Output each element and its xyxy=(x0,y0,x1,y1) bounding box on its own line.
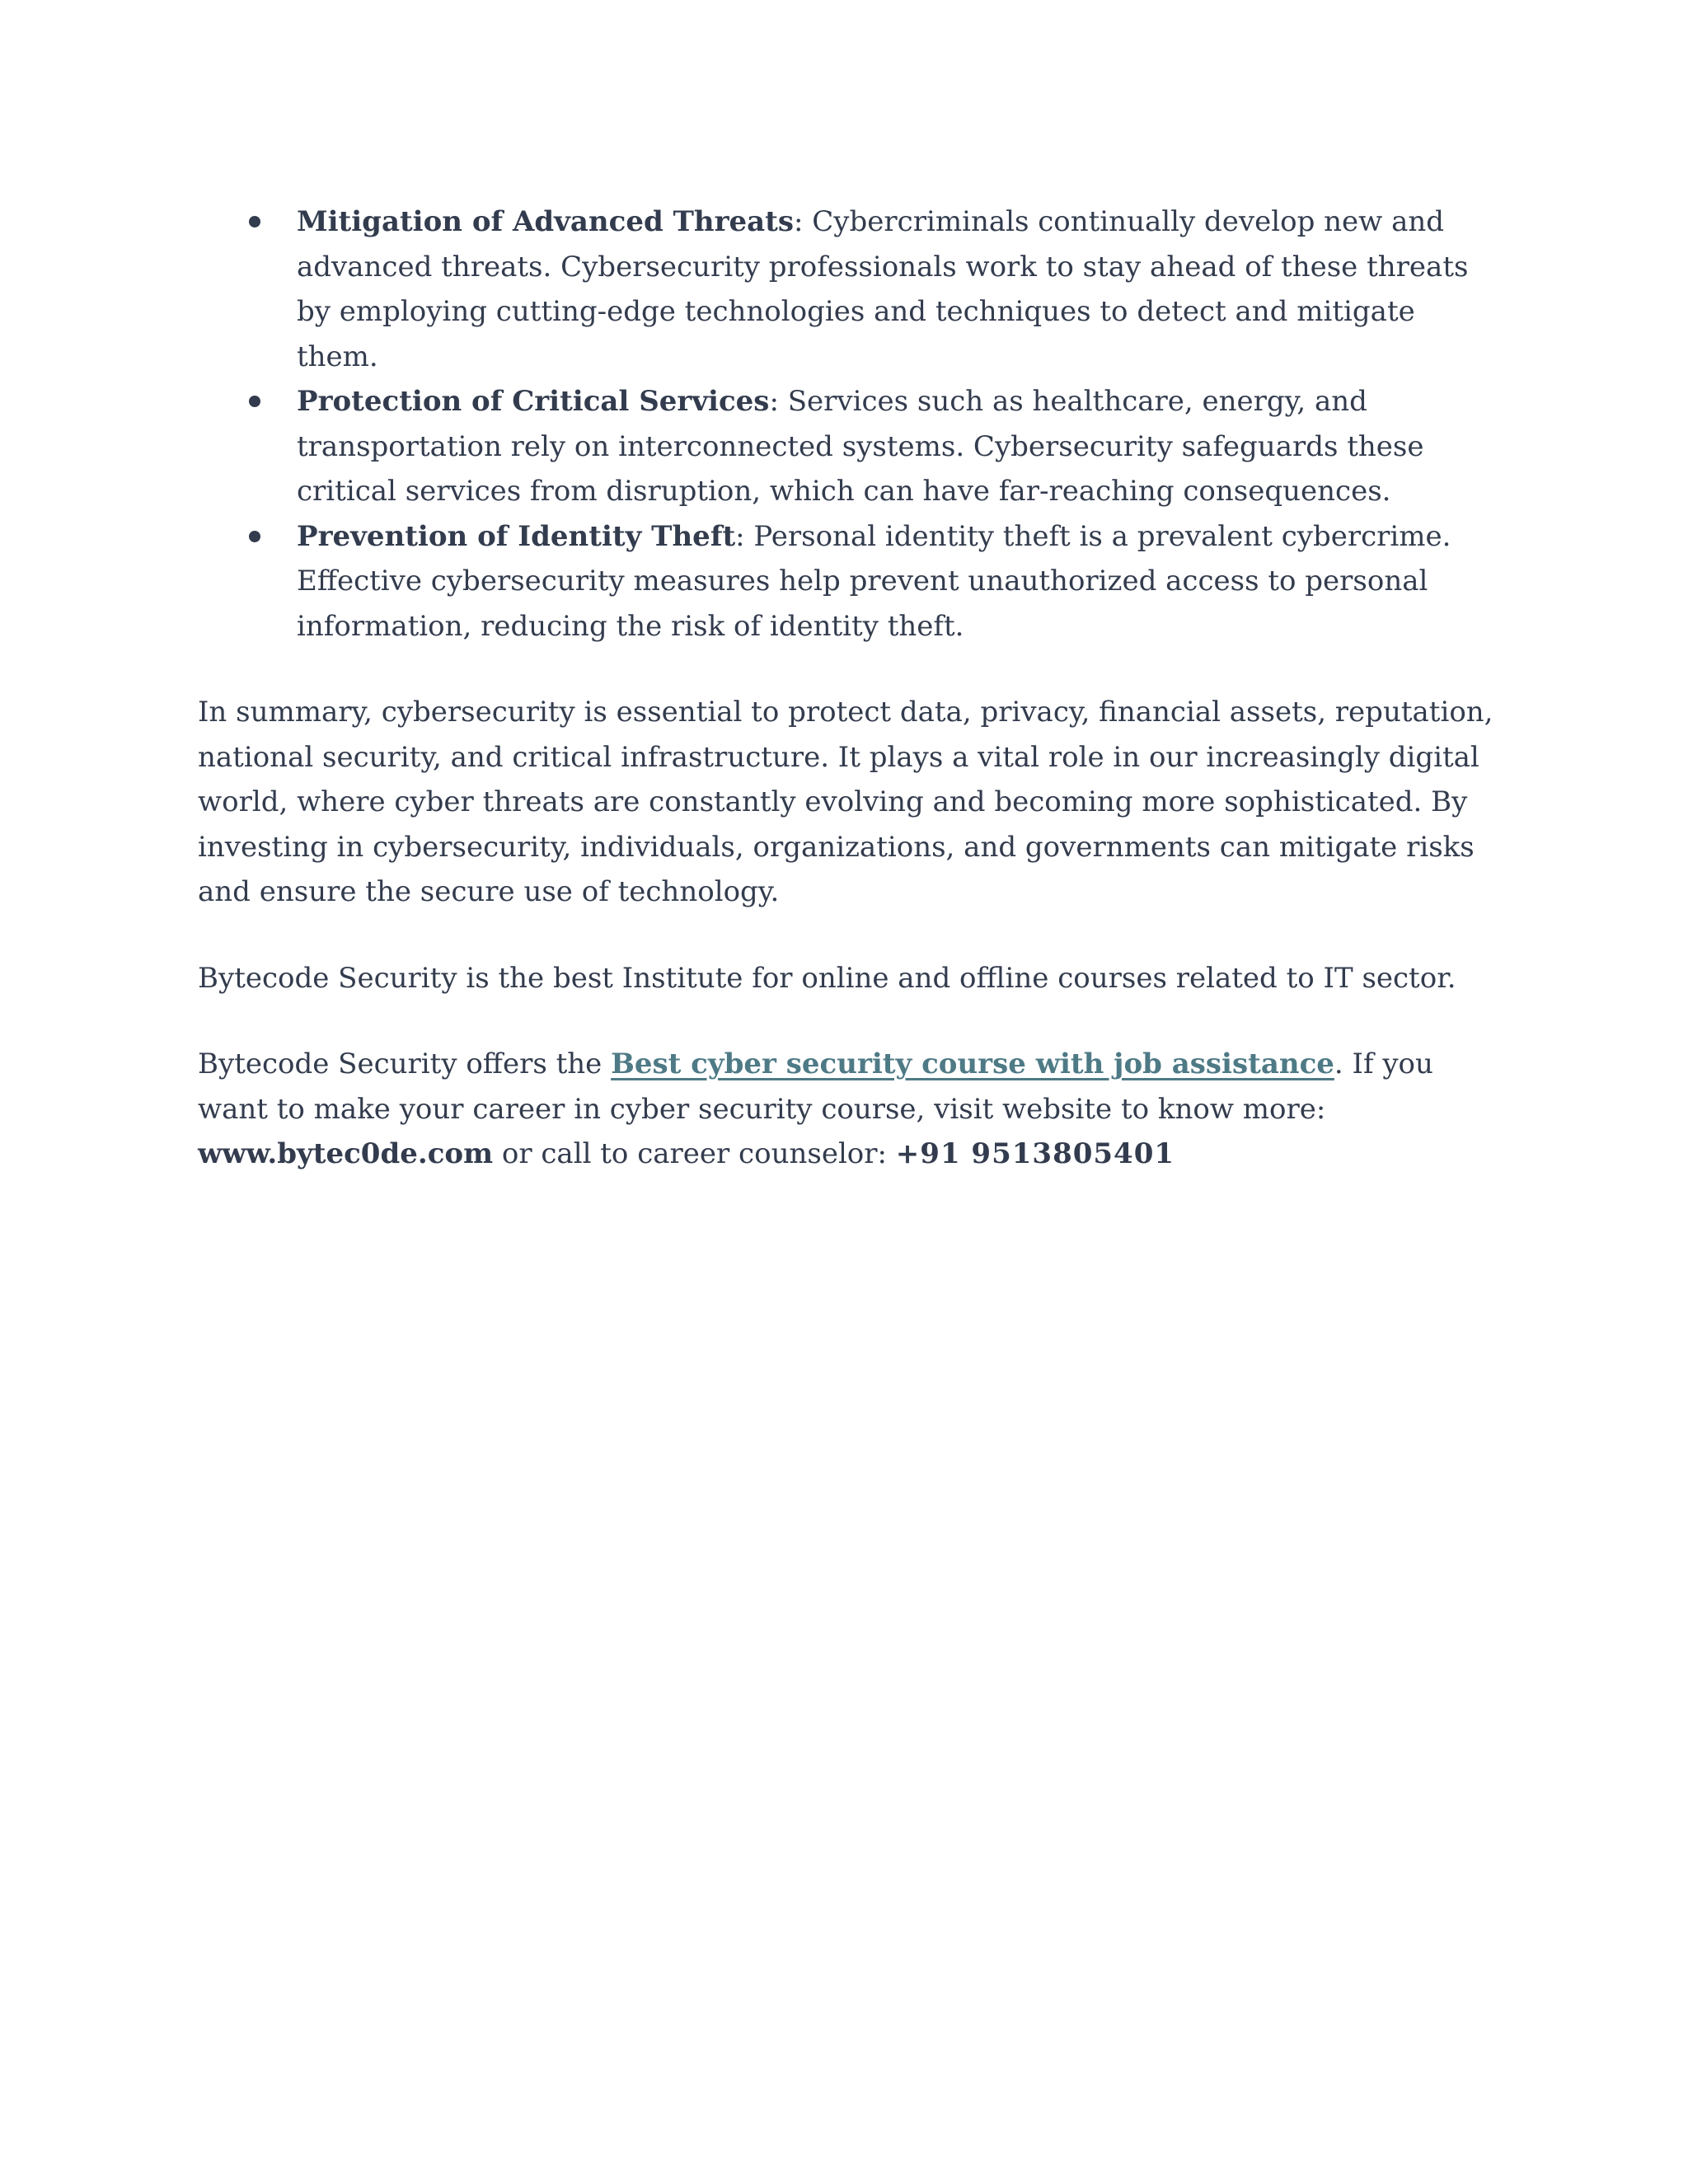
benefits-list xyxy=(198,199,1500,649)
bullet-icon xyxy=(249,396,260,407)
bullet-title: Prevention of Identity Theft xyxy=(297,519,736,553)
document-page xyxy=(198,199,1500,1177)
website-text: www.bytec0de.com xyxy=(198,1137,494,1170)
call-text: or call to career counselor: xyxy=(493,1137,896,1170)
bullet-text: : Services such as healthcare, energy, and transportation rely on interconnected systems. Cybersecurity safeguards these critical services from disruption, which can have far-reaching consequences. xyxy=(297,385,1424,508)
offer-prefix: Bytecode Security offers the xyxy=(198,1047,612,1080)
summary-paragraph: In summary, cybersecurity is essential to protect data, privacy, financial assets, reputation, national security, and critical infrastructure. It plays a vital role in our increasingly digital world, where cyber threats are constantly evolving and becoming more sophisticated. By investing in cybersecurity, individuals, organizations, and governments can mitigate risks and ensure the secure use of technology. xyxy=(198,696,1493,908)
bullet-title: Mitigation of Advanced Threats xyxy=(297,205,795,238)
offer-paragraph xyxy=(198,1042,1500,1177)
bullet-icon xyxy=(249,216,260,227)
phone-number: +91 9513805401 xyxy=(895,1137,1175,1170)
bullet-icon xyxy=(249,531,260,542)
list-item xyxy=(198,514,1500,649)
bullet-text: : Personal identity theft is a prevalent cybercrime. Effective cybersecurity measures help prevent unauthorized access to personal information, reducing the risk of identity theft. xyxy=(297,519,1451,643)
course-link[interactable]: Best cyber security course with job assistance xyxy=(611,1047,1334,1080)
offer-middle: . If you want to make your career in cyber security course, visit website to know more: xyxy=(198,1047,1433,1126)
institute-paragraph: Bytecode Security is the best Institute for online and offline courses related to IT sector. xyxy=(198,961,1456,995)
bullet-title: Protection of Critical Services xyxy=(297,385,770,418)
bullet-text: : Cybercriminals continually develop new and advanced threats. Cybersecurity professionals work to stay ahead of these threats by employing cutting-edge technologies and techniques to detect and mitigate them. xyxy=(297,205,1469,373)
list-item xyxy=(198,199,1500,379)
list-item xyxy=(198,379,1500,514)
